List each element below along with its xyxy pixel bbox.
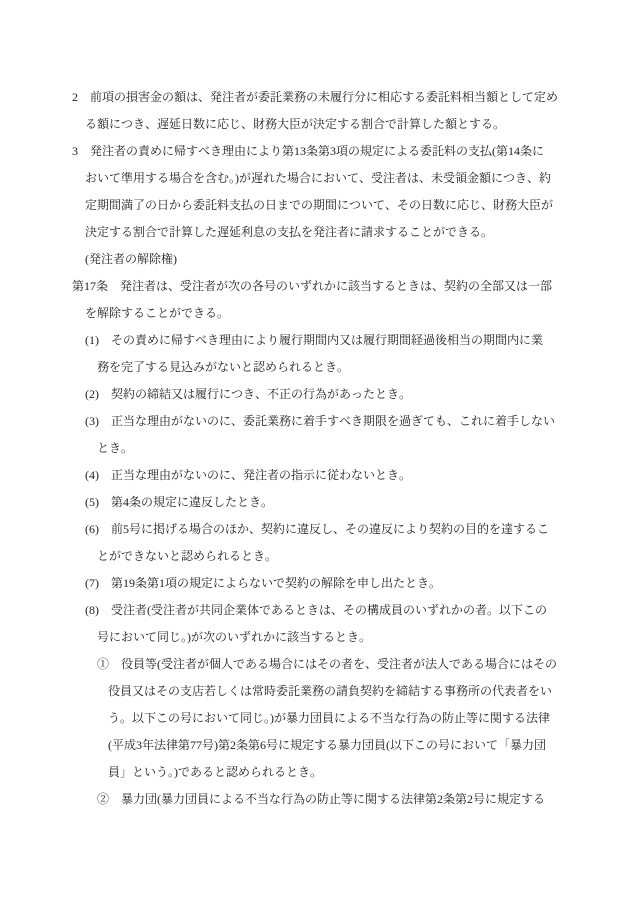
document-line: (発注者の解除権) (85, 252, 177, 266)
document-line: (平成3年法律第77号)第2条第6号に規定する暴力団員(以下この号において「暴力団 (108, 738, 546, 752)
document-line: (1) その責めに帰すべき理由により履行期間内又は履行期間経過後相当の期間内に業 (85, 333, 543, 347)
document-line: (3) 正当な理由がないのに、委託業務に着手すべき期限を過ぎても、これに着手しない (85, 414, 555, 428)
document-line: を解除することができる。 (85, 306, 230, 320)
document-line: 2 前項の損害金の額は、発注者が委託業務の未履行分に相応する委託料相当額として定め (72, 90, 559, 104)
document-line: う。以下この号において同じ。)が暴力団員による不当な行為の防止等に関する法律 (108, 711, 550, 725)
document-line: 号において同じ。)が次のいずれかに該当するとき。 (97, 630, 371, 644)
document-line: とき。 (97, 441, 134, 455)
document-line: (8) 受注者(受注者が共同企業体であるときは、その構成員のいずれかの者。以下この (85, 603, 547, 617)
document-line: (4) 正当な理由がないのに、発注者の指示に従わないとき。 (85, 468, 411, 482)
document-line: 務を完了する見込みがないと認められるとき。 (97, 360, 350, 374)
document-line: 定期間満了の日から委託料支払の日までの期間について、その日数に応じ、財務大臣が (85, 198, 554, 212)
document-line: おいて準用する場合を含む。)が遅れた場合において、受注者は、未受領金額につき、約 (85, 171, 551, 185)
document-line: 役員又はその支店若しくは常時委託業務の請負契約を締結する事務所の代表者をい (108, 684, 553, 698)
document-line: (2) 契約の締結又は履行につき、不正の行為があったとき。 (85, 387, 411, 401)
document-line: 員」という。)であると認められるとき。 (108, 765, 322, 779)
document-line: (7) 第19条第1項の規定によらないで契約の解除を申し出たとき。 (85, 576, 441, 590)
document-line: ② 暴力団(暴力団員による不当な行為の防止等に関する法律第2条第2号に規定する (97, 792, 545, 806)
document-line: とができないと認められるとき。 (97, 549, 278, 563)
document-body (72, 84, 590, 813)
document-line: る額につき、遅延日数に応じ、財務大臣が決定する割合で計算した額とする。 (85, 117, 506, 131)
document-line: (6) 前5号に掲げる場合のほか、契約に違反し、その違反により契約の目的を達するこ (85, 522, 549, 536)
document-line: ① 役員等(受注者が個人である場合にはその者を、受注者が法人である場合にはその (97, 657, 557, 671)
document-line: 3 発注者の責めに帰すべき理由により第13条第3項の規定による委託料の支払(第14条に (72, 144, 544, 158)
document-line: 第17条 発注者は、受注者が次の各号のいずれかに該当するときは、契約の全部又は一部 (72, 279, 553, 293)
document-line: 決定する割合で計算した遅延利息の支払を発注者に請求することができる。 (85, 225, 494, 239)
document-line: (5) 第4条の規定に違反したとき。 (85, 495, 273, 509)
